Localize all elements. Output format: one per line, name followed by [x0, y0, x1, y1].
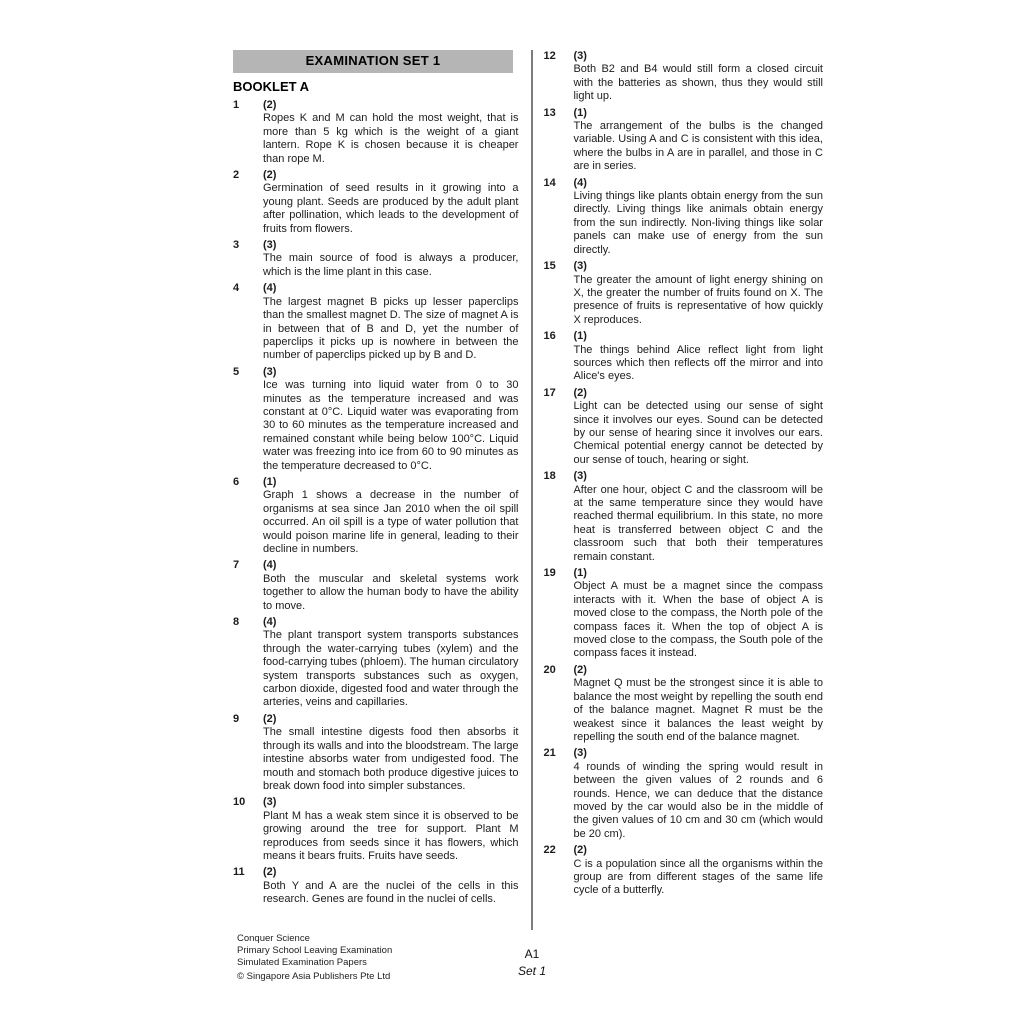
answer-item [233, 239, 518, 279]
imprint-line: Simulated Examination Papers [237, 956, 367, 968]
answer-option: (1) [573, 330, 587, 343]
question-number: 11 [233, 866, 245, 879]
answer-explanation: Object A must be a magnet since the compass interacts with it. When the base of object A is moved close to the compass, the North pole of the compass faces it. When the top of object A is moved close to the compass, the South pole of the compass faces it instead. [573, 580, 823, 660]
answers-column-left [233, 99, 518, 907]
question-number: 6 [233, 475, 240, 488]
answer-option: (3) [573, 260, 587, 273]
answer-explanation: The greater the amount of light energy shining on X, the greater the number of fruits found on X. The presence of fruits is representative of how quickly X reproduces. [573, 273, 823, 326]
imprint-line: Conquer Science [237, 933, 310, 944]
answer-explanation: Both Y and A are the nuclei of the cells in this research. Genes are found in the nuclei of cells. [263, 879, 519, 906]
answer-item [543, 330, 823, 384]
answer-body [573, 664, 823, 744]
answer-option: (2) [263, 169, 277, 182]
answer-item [233, 282, 518, 362]
answer-item [543, 260, 823, 327]
answer-item [543, 50, 823, 104]
answer-explanation: Living things like plants obtain energy from the sun directly. Living things like animals obtain energy from the sun indirectly. Non-living things like solar panels can make use of energy from the sun directly. [573, 190, 823, 256]
answer-explanation: Ice was turning into liquid water from 0 to 30 minutes as the temperature increased and was constant at 0°C. Liquid water was evaporating from 30 to 60 minutes as the temperature increased and remained constant while being below 100°C. Liquid water was freezing into ice from 60 to 90 minutes as the temperature decreased to 0°C. [263, 379, 519, 472]
answer-item [543, 177, 823, 257]
answers-column-right [543, 50, 823, 898]
answer-option: (3) [263, 796, 277, 809]
answer-item [233, 99, 518, 166]
section-header-title: EXAMINATION SET 1 [305, 53, 441, 68]
publisher-imprint [237, 933, 392, 983]
answer-item [543, 664, 823, 744]
page-content [233, 50, 823, 930]
page-number: A1 [524, 947, 540, 961]
column-divider [531, 50, 533, 930]
answer-option: (2) [573, 386, 587, 399]
imprint-line: Primary School Leaving Examination [237, 944, 393, 956]
answer-option: (3) [263, 365, 277, 378]
question-number: 20 [543, 663, 556, 676]
answer-explanation: Ropes K and M can hold the most weight, that is more than 5 kg which is the weight of a giant lantern. Rope K is chosen because it is cheaper than rope M. [263, 112, 519, 165]
answer-explanation: The small intestine digests food then absorbs it through its walls and into the bloodstream. The large intestine absorbs water from undigested food. The mouth and stomach both produce digestive juices to break down food into simpler substances. [263, 726, 519, 792]
answer-body [263, 713, 518, 793]
answer-explanation: Both B2 and B4 would still form a closed circuit with the batteries as shown, thus they would still light up. [573, 63, 823, 103]
answer-body [263, 169, 518, 236]
answer-body [573, 330, 823, 384]
answer-explanation: The arrangement of the bulbs is the changed variable. Using A and C is consistent with this idea, where the bulbs in A are in parallel, and those in C are in series. [573, 120, 823, 173]
answer-item [233, 866, 518, 906]
question-number: 16 [543, 330, 556, 343]
answer-body [573, 844, 823, 898]
answer-option: (4) [263, 616, 277, 629]
left-column [233, 50, 518, 930]
answer-body [263, 866, 518, 906]
question-number: 3 [233, 239, 240, 252]
answer-option: (4) [573, 176, 587, 189]
answer-explanation: Plant M has a weak stem since it is observed to be growing around the tree for support. Plant M reproduces from seeds since it has flowers, which means it bears fruits. Fruits have seeds. [263, 809, 519, 862]
answer-option: (4) [263, 559, 277, 572]
answer-body [573, 177, 823, 257]
question-number: 15 [543, 260, 556, 273]
question-number: 7 [233, 559, 240, 572]
answer-body [573, 260, 823, 327]
answer-item [233, 559, 518, 613]
section-header-bar [233, 50, 513, 73]
answer-item [543, 107, 823, 174]
answer-body [263, 366, 518, 473]
answer-body [263, 99, 518, 166]
answer-body [263, 282, 518, 362]
answer-item [233, 616, 518, 710]
answer-body [263, 796, 518, 863]
question-number: 12 [543, 50, 556, 62]
answer-body [573, 567, 823, 661]
answer-option: (1) [573, 567, 587, 580]
answer-option: (3) [573, 50, 587, 62]
answer-body [573, 747, 823, 841]
answer-explanation: The main source of food is always a producer, which is the lime plant in this case. [263, 252, 519, 278]
answer-item [543, 844, 823, 898]
answer-explanation: Both the muscular and skeletal systems work together to allow the human body to have the ability to move. [263, 572, 519, 612]
answer-body [263, 476, 518, 556]
answer-item [233, 366, 518, 473]
answer-explanation: Graph 1 shows a decrease in the number of organisms at sea since Jan 2010 when the oil spill occurred. An oil spill is a type of water pollution that would poison marine life in general, leading to their decline in numbers. [263, 489, 519, 555]
question-number: 14 [543, 176, 556, 189]
answer-explanation: Magnet Q must be the strongest since it is able to balance the most weight by repelling the south end of the balance magnet. Magnet R must be the weakest since it balances the least weight by repelling the south end of the balance magnet. [573, 677, 823, 743]
answer-option: (2) [573, 663, 587, 676]
answer-explanation: The largest magnet B picks up lesser paperclips than the smallest magnet D. The size of magnet A is in between that of B and D, yet the number of paperclips it picks up is nowhere in between the number of paperclips picked up by B and D. [263, 295, 519, 362]
question-number: 5 [233, 365, 240, 378]
question-number: 17 [543, 386, 556, 399]
question-number: 4 [233, 282, 240, 295]
set-label: Set 1 [517, 964, 547, 978]
answer-body [573, 387, 823, 467]
answer-option: (3) [573, 470, 587, 483]
answer-explanation: After one hour, object C and the classroom will be at the same temperature since they would have reached thermal equilibrium. In this state, no more heat is transferred between object C and the classroom such that both their temperatures remain constant. [573, 483, 823, 563]
question-number: 22 [543, 844, 556, 857]
answer-item [233, 713, 518, 793]
question-number: 8 [233, 616, 240, 629]
right-column [543, 50, 823, 930]
answer-option: (3) [573, 747, 587, 760]
answer-item [543, 470, 823, 564]
answer-item [233, 476, 518, 556]
answer-option: (2) [263, 99, 277, 111]
answer-explanation: C is a population since all the organisms within the group are from different stages of the same life cycle of a butterfly. [573, 857, 823, 897]
answer-body [263, 616, 518, 710]
question-number: 19 [543, 567, 556, 580]
imprint-line: © Singapore Asia Publishers Pte Ltd [237, 971, 391, 983]
answer-explanation: Germination of seed results in it growing into a young plant. Seeds are produced by the adult plant after pollination, which leads to the development of fruits from flowers. [263, 182, 519, 235]
answer-option: (2) [573, 844, 587, 857]
question-number: 1 [233, 99, 240, 111]
answer-option: (2) [263, 866, 277, 879]
answer-option: (3) [263, 239, 277, 252]
answer-body [263, 559, 518, 613]
page-reference [497, 946, 567, 980]
question-number: 10 [233, 796, 246, 809]
answer-explanation: Light can be detected using our sense of sight since it involves our eyes. Sound can be detected by our sense of hearing since it involves our ears. Chemical potential energy cannot be detected by our sense of touch, hearing or sight. [573, 400, 823, 466]
answer-item [543, 747, 823, 841]
question-number: 2 [233, 169, 240, 182]
answer-item [543, 387, 823, 467]
answer-explanation: The things behind Alice reflect light from light sources which then reflects off the mirror and into Alice's eyes. [573, 343, 823, 383]
answer-explanation: The plant transport system transports substances through the water-carrying tubes (xylem) and the food-carrying tubes (phloem). The human circulatory system transports substances such as oxygen, carbon dioxide, digested food and water through the arteries, veins and capillaries. [263, 629, 519, 709]
answer-item [233, 796, 518, 863]
answer-body [263, 239, 518, 279]
answer-body [573, 470, 823, 564]
answer-body [573, 107, 823, 174]
answer-option: (2) [263, 712, 277, 725]
answer-item [543, 567, 823, 661]
question-number: 13 [543, 106, 556, 119]
answer-option: (1) [263, 475, 277, 488]
answer-option: (1) [573, 106, 587, 119]
question-number: 21 [543, 747, 556, 760]
question-number: 9 [233, 712, 240, 725]
booklet-title: BOOKLET A [233, 79, 310, 94]
answer-option: (4) [263, 282, 277, 295]
answer-item [233, 169, 518, 236]
answer-body [573, 50, 823, 104]
answer-explanation: 4 rounds of winding the spring would result in between the given values of 2 rounds and 6 rounds. Hence, we can deduce that the distance moved by the car would also be in the middle of the given values of 10 cm and 30 cm (which would be 20 cm). [573, 760, 823, 840]
question-number: 18 [543, 470, 556, 483]
